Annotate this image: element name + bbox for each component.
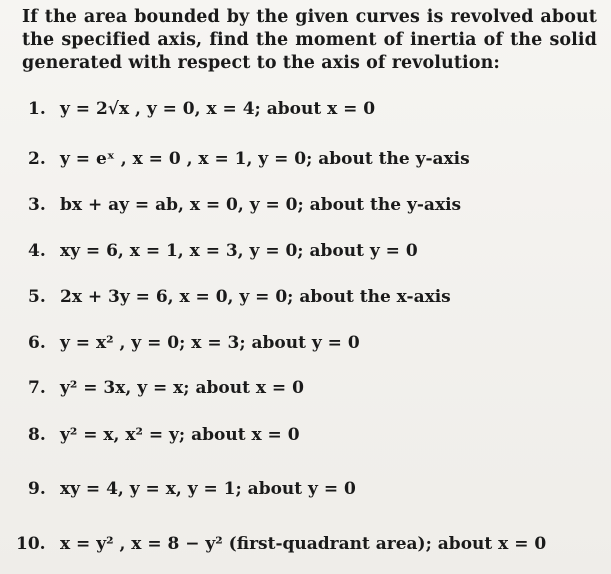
problem-equation: bx + ay = ab, x = 0, y = 0; about the y-axis [60, 195, 462, 215]
problem-item-7 [0, 375, 611, 401]
problem-number: 1. [28, 99, 46, 119]
problem-item-4 [0, 238, 611, 264]
problem-equation: y² = x, x² = y; about x = 0 [60, 425, 300, 445]
problem-item-3 [0, 192, 611, 218]
problem-number: 7. [28, 378, 46, 398]
problem-equation: y = x² , y = 0; x = 3; about y = 0 [60, 333, 360, 353]
problem-item-1 [0, 96, 611, 122]
problem-item-9 [0, 476, 611, 502]
problem-instructions: If the area bounded by the given curves is revolved about the specified axis, find the moment of inertia of the solid generated with respect to the axis of revolution: [22, 7, 597, 73]
problem-number: 10. [16, 534, 46, 554]
problem-item-6 [0, 330, 611, 356]
problem-equation: x = y² , x = 8 − y² (first-quadrant area); about x = 0 [60, 534, 547, 554]
problem-number: 3. [28, 195, 46, 215]
problem-number: 4. [28, 241, 46, 261]
problem-equation: y = 2√x , y = 0, x = 4; about x = 0 [60, 99, 376, 119]
problem-number: 2. [28, 149, 46, 169]
problem-equation: xy = 6, x = 1, x = 3, y = 0; about y = 0 [60, 241, 418, 261]
problem-equation: y = eˣ , x = 0 , x = 1, y = 0; about the y-axis [60, 149, 470, 169]
problem-number: 8. [28, 425, 46, 445]
problem-number: 6. [28, 333, 46, 353]
problem-item-2 [0, 146, 611, 172]
problem-item-5 [0, 284, 611, 310]
problem-item-10 [0, 531, 611, 557]
problem-equation: 2x + 3y = 6, x = 0, y = 0; about the x-axis [60, 287, 451, 307]
problem-equation: y² = 3x, y = x; about x = 0 [60, 378, 304, 398]
problem-number: 5. [28, 287, 46, 307]
problem-number: 9. [28, 479, 46, 499]
problem-equation: xy = 4, y = x, y = 1; about y = 0 [60, 479, 356, 499]
problem-item-8 [0, 422, 611, 448]
